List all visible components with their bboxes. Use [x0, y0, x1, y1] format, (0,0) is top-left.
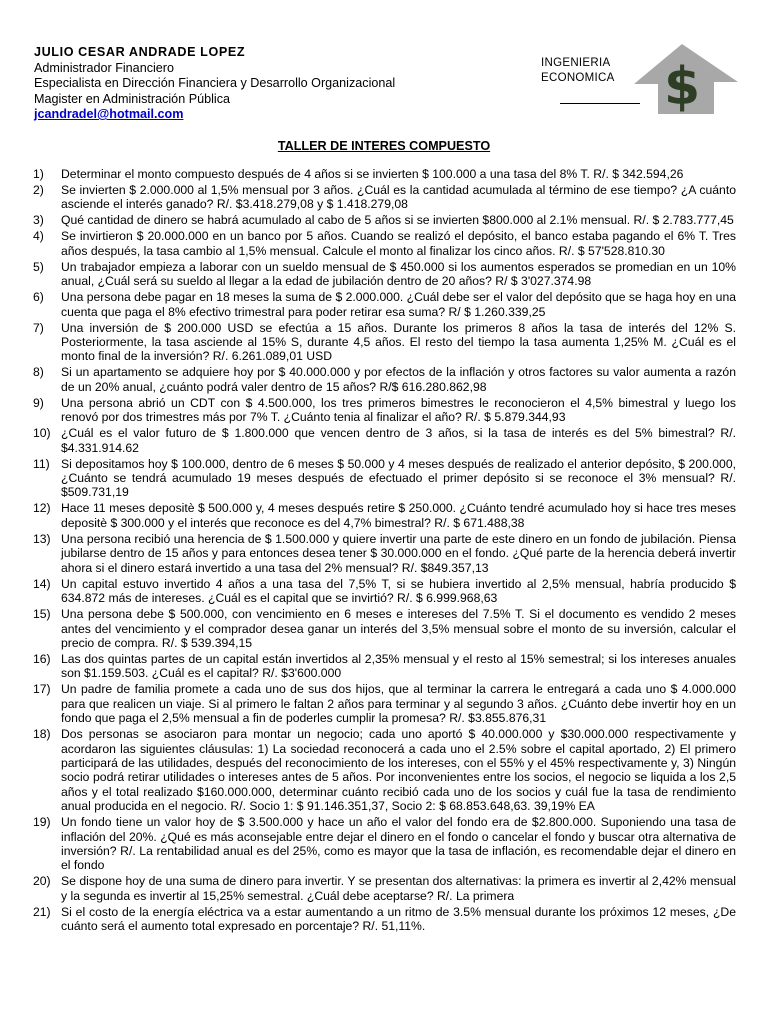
- problem-text: Determinar el monto compuesto después de 4 años si se invierten $ 100.000 a una tasa del 8% T. R/. $ 342.594,26: [61, 167, 684, 181]
- problem-number: 13): [33, 531, 51, 546]
- problem-item: [33, 905, 736, 934]
- problem-text: Si un apartamento se adquiere hoy por $ 40.000.000 y por efectos de la inflación y otros factores su valor aumenta a razón de un 20% anual, ¿cuánto podrá valer dentro de 15 años? R/$ 616.280.862,98: [61, 365, 736, 394]
- problem-text: Una persona debe $ 500.000, con vencimiento en 6 meses e intereses del 7.5% T. Si el documento es vendido 2 meses antes del vencimiento y el comprador desea ganar un interés del 3,5% mensual sobre el monto de su inversión, calcular el precio de compra. R/. $ 539.394,15: [61, 607, 736, 650]
- problem-text: Una inversión de $ 200.000 USD se efectúa a 15 años. Durante los primeros 8 años la tasa de interés del 12% S. Posteriormente, la tasa asciende al 15% S, durante 4,5 años. El resto del tiempo la tasa aumenta 1,25% M. ¿Cuál es el monto final de la inversión? R/. 6.261.089,01 USD: [61, 320, 736, 364]
- problem-item: [33, 652, 736, 681]
- problem-item: [33, 577, 736, 606]
- problem-number: 10): [33, 426, 51, 441]
- problem-number: 11): [33, 456, 50, 471]
- problem-item: [33, 874, 736, 903]
- problem-number: 21): [33, 904, 51, 919]
- problem-item: [33, 167, 736, 181]
- ingenieria-economica-logo: [538, 44, 738, 114]
- problem-item: [33, 501, 736, 530]
- problem-item: [33, 682, 736, 725]
- problem-text: Se invirtieron $ 20.000.000 en un banco por 5 años. Cuando se realizó el depósito, el banco estaba pagando el 6% T. Tres años después, la tasa cambio al 1,5% mensual. Calcule el monto al finalizar los cinco años. R/. $ 57'528.810.30: [61, 229, 736, 258]
- problem-item: [33, 426, 736, 455]
- problem-number: 1): [33, 167, 44, 181]
- author-title-2: Especialista en Dirección Financiera y Desarrollo Organizacional: [34, 76, 396, 90]
- problem-item: [33, 229, 736, 258]
- logo-dollar-symbol: $: [664, 57, 701, 114]
- problem-text: Un padre de familia promete a cada uno de sus dos hijos, que al terminar la carrera le entregará a cada uno $ 4.000.000 para que realicen un viaje. Si al primero le faltan 2 años para terminar y al segundo 3 años. ¿Cuánto debe invertir hoy en un fondo que paga el 2,5% mensual a fin de poderles cumplir la promesa? R/. $3.855.876,31: [61, 682, 736, 726]
- problem-text: Si depositamos hoy $ 100.000, dentro de 6 meses $ 50.000 y 4 meses después de realizado el anterior depósito, $ 200.000, ¿Cuánto se tendrá acumulado 19 meses después de efectuado el primer depósito si se reconoce el 3% mensual? R/. $509.731,19: [61, 456, 736, 500]
- problem-text: Una persona debe pagar en 18 meses la suma de $ 2.000.000. ¿Cuál debe ser el valor del depósito que se haga hoy en una cuenta que paga el 8% efectivo trimestral para poder retirar esa suma? R/ $ 1.260.339,25: [61, 290, 736, 319]
- problem-number: 19): [33, 815, 51, 830]
- problem-item: [33, 457, 736, 500]
- problem-item: [33, 290, 736, 319]
- problem-number: 3): [33, 213, 44, 228]
- problem-number: 14): [33, 576, 51, 591]
- problem-number: 5): [33, 259, 44, 274]
- problem-item: [33, 815, 736, 873]
- problem-text: Si el costo de la energía eléctrica va a estar aumentando a un ritmo de 3.5% mensual durante los próximos 12 meses, ¿De cuánto será el aumento total expresado en porcentaje? R/. 51,11%.: [61, 904, 736, 934]
- problem-number: 6): [33, 290, 44, 305]
- problem-text: Hace 11 meses depositè $ 500.000 y, 4 meses después retire $ 250.000. ¿Cuánto tendré acumulado hoy si hace tres meses depositè $ 300.000 y el interés que reconoce es del 4,7% bimestral? R/. $ 671.488,38: [61, 501, 736, 530]
- page-title: TALLER DE INTERES COMPUESTO: [277, 139, 491, 153]
- problem-item: [33, 183, 736, 212]
- problem-number: 9): [33, 395, 44, 410]
- author-header: [34, 45, 395, 123]
- problem-item: [33, 532, 736, 575]
- problem-text: Una persona recibió una herencia de $ 1.500.000 y quiere invertir una parte de este dinero en un fondo de jubilación. Piensa jubilarse dentro de 15 años y para entonces desea tener $ 30.000.000 en el fondo. ¿Qué parte de la herencia deberá invertir ahora si el dinero estará invertido a una tasa del 2% mensual? R/. $849.357,13: [61, 531, 736, 575]
- problem-text: Un capital estuvo invertido 4 años a una tasa del 7,5% T, si se hubiera invertido al 2,5% mensual, habría producido $ 634.872 más de intereses. ¿Cuál es el capital que se invirtió? R/. $ 6.999.968,63: [61, 576, 736, 606]
- problem-item: [33, 321, 736, 364]
- author-name: JULIO CESAR ANDRADE LOPEZ: [34, 45, 246, 59]
- problem-number: 17): [33, 682, 51, 697]
- problem-text: Un fondo tiene un valor hoy de $ 3.500.000 y hace un año el valor del fondo era de $2.800.000. Suponiendo una tasa de inflación del 20%. ¿Qué es más aconsejable entre dejar el dinero en el fondo o cancelar el fondo y buscar otra alternativa de inversión? R/. La rentabilidad anual es del 25%, como es mayor que la tasa de inflación, es recomendable dejar el dinero en el fondo: [61, 815, 736, 873]
- arrow-up-dollar-icon: [634, 44, 738, 114]
- problem-text: Una persona abrió un CDT con $ 4.500.000, los tres primeros bimestres le reconocieron el 4,5% bimestral y luego los renovó por dos trimestres más por 7% T. ¿Cuánto tenia al finalizar el año? R/. $ 5.879.344,93: [61, 395, 736, 425]
- problem-number: 20): [33, 874, 51, 889]
- logo-text-line2: ECONOMICA: [541, 72, 615, 84]
- problem-text: Las dos quintas partes de un capital están invertidos al 2,35% mensual y el resto al 15% semestral; si los intereses anuales son $1.159.503. ¿Cuál es el capital? R/. $3'600.000: [61, 651, 736, 681]
- logo-underline: [560, 103, 640, 104]
- problem-number: 4): [33, 229, 44, 244]
- problem-item: [33, 607, 736, 650]
- problem-number: 7): [33, 320, 44, 335]
- problem-text: Se invierten $ 2.000.000 al 1,5% mensual por 3 años. ¿Cuál es la cantidad acumulada al término de ese tiempo? ¿A cuánto asciende el interés ganado? R/. $3.418.279,08 y $ 1.418.279,08: [61, 183, 736, 212]
- problem-text: Un trabajador empieza a laborar con un sueldo mensual de $ 450.000 si los aumentos esperados se promedian en un 10% anual, ¿Cuál será su sueldo al llegar a la edad de jubilación dentro de 20 años? R/ $ 3'027.374.98: [61, 259, 736, 289]
- problem-number: 18): [33, 727, 51, 742]
- problem-text: Dos personas se asociaron para montar un negocio; cada uno aportó $ 40.000.000 y $30.000.000 respectivamente y acordaron las siguientes cláusulas: 1) La sociedad reconocerá a cada uno el 2.5% sobre el capital aportado, 2) El primero participará de las utilidades, después del reconocimiento de los intereses, con el 55% y el 45% respectivamente y, 3) Ningún socio podrá retirar utilidades o intereses antes de 5 años. Por inconvenientes entre los socios, el negocio se liquida a los 2,5 años y el total realizado $160.000.000, determinar cuánto recibió cada uno de los socios y cuál fue la tasa de rendimiento anual producida en el negocio. R/. Socio 1: $ 91.146.351,37, Socio 2: $ 68.853.648,63. 39,19% EA: [61, 727, 736, 814]
- problem-list: [33, 167, 736, 935]
- problem-item: [33, 260, 736, 289]
- problem-number: 15): [33, 607, 51, 622]
- problem-number: 8): [33, 365, 44, 380]
- problem-text: Se dispone hoy de una suma de dinero para invertir. Y se presentan dos alternativas: la primera es invertir al 2,42% mensual y la segunda es invertir al 15,25% semestral. ¿Cuál debe aceptarse? R/. La primera: [61, 874, 736, 903]
- problem-item: [33, 365, 736, 394]
- problem-text: Qué cantidad de dinero se habrá acumulado al cabo de 5 años si se invierten $800.000 al 2.1% mensual. R/. $ 2.783.777,45: [61, 213, 734, 228]
- problem-number: 2): [33, 183, 44, 197]
- author-email-link[interactable]: jcandradel@hotmail.com: [34, 107, 184, 121]
- logo-text-line1: INGENIERIA: [541, 57, 611, 69]
- author-title-3: Magister en Administración Pública: [34, 91, 230, 106]
- problem-text: ¿Cuál es el valor futuro de $ 1.800.000 que vencen dentro de 3 años, si la tasa de interés es del 5% bimestral? R/. $4.331.914.62: [61, 426, 736, 455]
- problem-item: [33, 396, 736, 425]
- problem-number: 16): [33, 651, 51, 666]
- problem-item: [33, 727, 736, 813]
- problem-item: [33, 213, 736, 227]
- author-title-1: Administrador Financiero: [34, 60, 174, 75]
- problem-number: 12): [33, 501, 51, 516]
